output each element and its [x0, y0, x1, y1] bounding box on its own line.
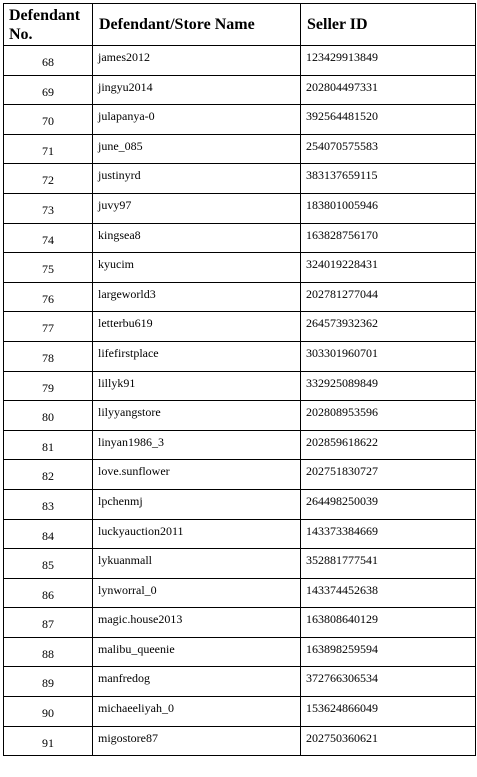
- store-name-cell: magic.house2013: [93, 608, 301, 638]
- defendant-no-cell: 80: [4, 401, 93, 431]
- table-row: [4, 460, 476, 490]
- table-row: [4, 637, 476, 667]
- seller-id-cell: 202750360621: [301, 726, 476, 756]
- table-header: [4, 4, 476, 46]
- store-name-cell: lykuanmall: [93, 549, 301, 579]
- store-name-cell: letterbu619: [93, 312, 301, 342]
- table-row: [4, 164, 476, 194]
- seller-id-cell: 254070575583: [301, 134, 476, 164]
- table-row: [4, 608, 476, 638]
- table-row: [4, 75, 476, 105]
- store-name-cell: juvy97: [93, 193, 301, 223]
- header-defendant-no-label: Defendant No.: [9, 6, 81, 43]
- store-name-cell: kyucim: [93, 253, 301, 283]
- seller-id-cell: 383137659115: [301, 164, 476, 194]
- defendant-no-cell: 89: [4, 667, 93, 697]
- seller-id-cell: 163828756170: [301, 223, 476, 253]
- store-name-cell: malibu_queenie: [93, 637, 301, 667]
- store-name-cell: largeworld3: [93, 282, 301, 312]
- seller-id-cell: 183801005946: [301, 193, 476, 223]
- table-row: [4, 105, 476, 135]
- store-name-cell: june_085: [93, 134, 301, 164]
- defendant-no-cell: 84: [4, 519, 93, 549]
- table-row: [4, 282, 476, 312]
- store-name-cell: lynworral_0: [93, 578, 301, 608]
- store-name-cell: lilyyangstore: [93, 401, 301, 431]
- seller-id-cell: 163808640129: [301, 608, 476, 638]
- header-seller-id-label: Seller ID: [307, 16, 368, 33]
- seller-id-cell: 163898259594: [301, 637, 476, 667]
- defendant-no-cell: 75: [4, 253, 93, 283]
- table-row: [4, 726, 476, 756]
- defendant-no-cell: 83: [4, 489, 93, 519]
- header-seller-id: [301, 4, 476, 46]
- store-name-cell: manfredog: [93, 667, 301, 697]
- seller-id-cell: 202751830727: [301, 460, 476, 490]
- seller-id-cell: 143374452638: [301, 578, 476, 608]
- store-name-cell: jingyu2014: [93, 75, 301, 105]
- store-name-cell: love.sunflower: [93, 460, 301, 490]
- table-row: [4, 253, 476, 283]
- store-name-cell: julapanya-0: [93, 105, 301, 135]
- seller-id-cell: 264573932362: [301, 312, 476, 342]
- table-row: [4, 519, 476, 549]
- table-row: [4, 578, 476, 608]
- seller-id-cell: 153624866049: [301, 697, 476, 727]
- seller-id-cell: 392564481520: [301, 105, 476, 135]
- table-row: [4, 401, 476, 431]
- store-name-cell: lifefirstplace: [93, 341, 301, 371]
- defendant-no-cell: 86: [4, 578, 93, 608]
- table-row: [4, 134, 476, 164]
- store-name-cell: migostore87: [93, 726, 301, 756]
- defendant-no-cell: 90: [4, 697, 93, 727]
- table-row: [4, 341, 476, 371]
- seller-id-cell: 123429913849: [301, 46, 476, 76]
- defendant-no-cell: 76: [4, 282, 93, 312]
- defendant-no-cell: 85: [4, 549, 93, 579]
- seller-id-cell: 143373384669: [301, 519, 476, 549]
- defendant-no-cell: 72: [4, 164, 93, 194]
- table-row: [4, 489, 476, 519]
- table-row: [4, 430, 476, 460]
- store-name-cell: linyan1986_3: [93, 430, 301, 460]
- seller-id-cell: 264498250039: [301, 489, 476, 519]
- defendant-no-cell: 69: [4, 75, 93, 105]
- header-store-name-label: Defendant/Store Name: [99, 16, 255, 33]
- table-row: [4, 223, 476, 253]
- defendant-no-cell: 91: [4, 726, 93, 756]
- seller-id-cell: 352881777541: [301, 549, 476, 579]
- store-name-cell: luckyauction2011: [93, 519, 301, 549]
- seller-id-cell: 202781277044: [301, 282, 476, 312]
- defendant-no-cell: 68: [4, 46, 93, 76]
- seller-id-cell: 332925089849: [301, 371, 476, 401]
- table-row: [4, 549, 476, 579]
- defendant-no-cell: 77: [4, 312, 93, 342]
- table-row: [4, 667, 476, 697]
- defendant-no-cell: 73: [4, 193, 93, 223]
- store-name-cell: lillyk91: [93, 371, 301, 401]
- table-body: [4, 46, 476, 756]
- store-name-cell: michaeeliyah_0: [93, 697, 301, 727]
- defendant-no-cell: 70: [4, 105, 93, 135]
- defendant-no-cell: 79: [4, 371, 93, 401]
- seller-id-cell: 202808953596: [301, 401, 476, 431]
- store-name-cell: lpchenmj: [93, 489, 301, 519]
- seller-id-cell: 202859618622: [301, 430, 476, 460]
- defendant-no-cell: 71: [4, 134, 93, 164]
- seller-id-cell: 303301960701: [301, 341, 476, 371]
- defendant-no-cell: 82: [4, 460, 93, 490]
- defendant-no-cell: 74: [4, 223, 93, 253]
- table-row: [4, 371, 476, 401]
- table-row: [4, 697, 476, 727]
- seller-id-cell: 202804497331: [301, 75, 476, 105]
- store-name-cell: justinyrd: [93, 164, 301, 194]
- defendant-table: [3, 3, 476, 756]
- header-defendant-no: [4, 4, 93, 46]
- defendant-no-cell: 87: [4, 608, 93, 638]
- defendant-no-cell: 88: [4, 637, 93, 667]
- defendant-no-cell: 81: [4, 430, 93, 460]
- table-row: [4, 46, 476, 76]
- table-row: [4, 312, 476, 342]
- store-name-cell: kingsea8: [93, 223, 301, 253]
- header-store-name: [93, 4, 301, 46]
- defendant-no-cell: 78: [4, 341, 93, 371]
- seller-id-cell: 324019228431: [301, 253, 476, 283]
- seller-id-cell: 372766306534: [301, 667, 476, 697]
- header-row: [4, 4, 476, 46]
- table-row: [4, 193, 476, 223]
- store-name-cell: james2012: [93, 46, 301, 76]
